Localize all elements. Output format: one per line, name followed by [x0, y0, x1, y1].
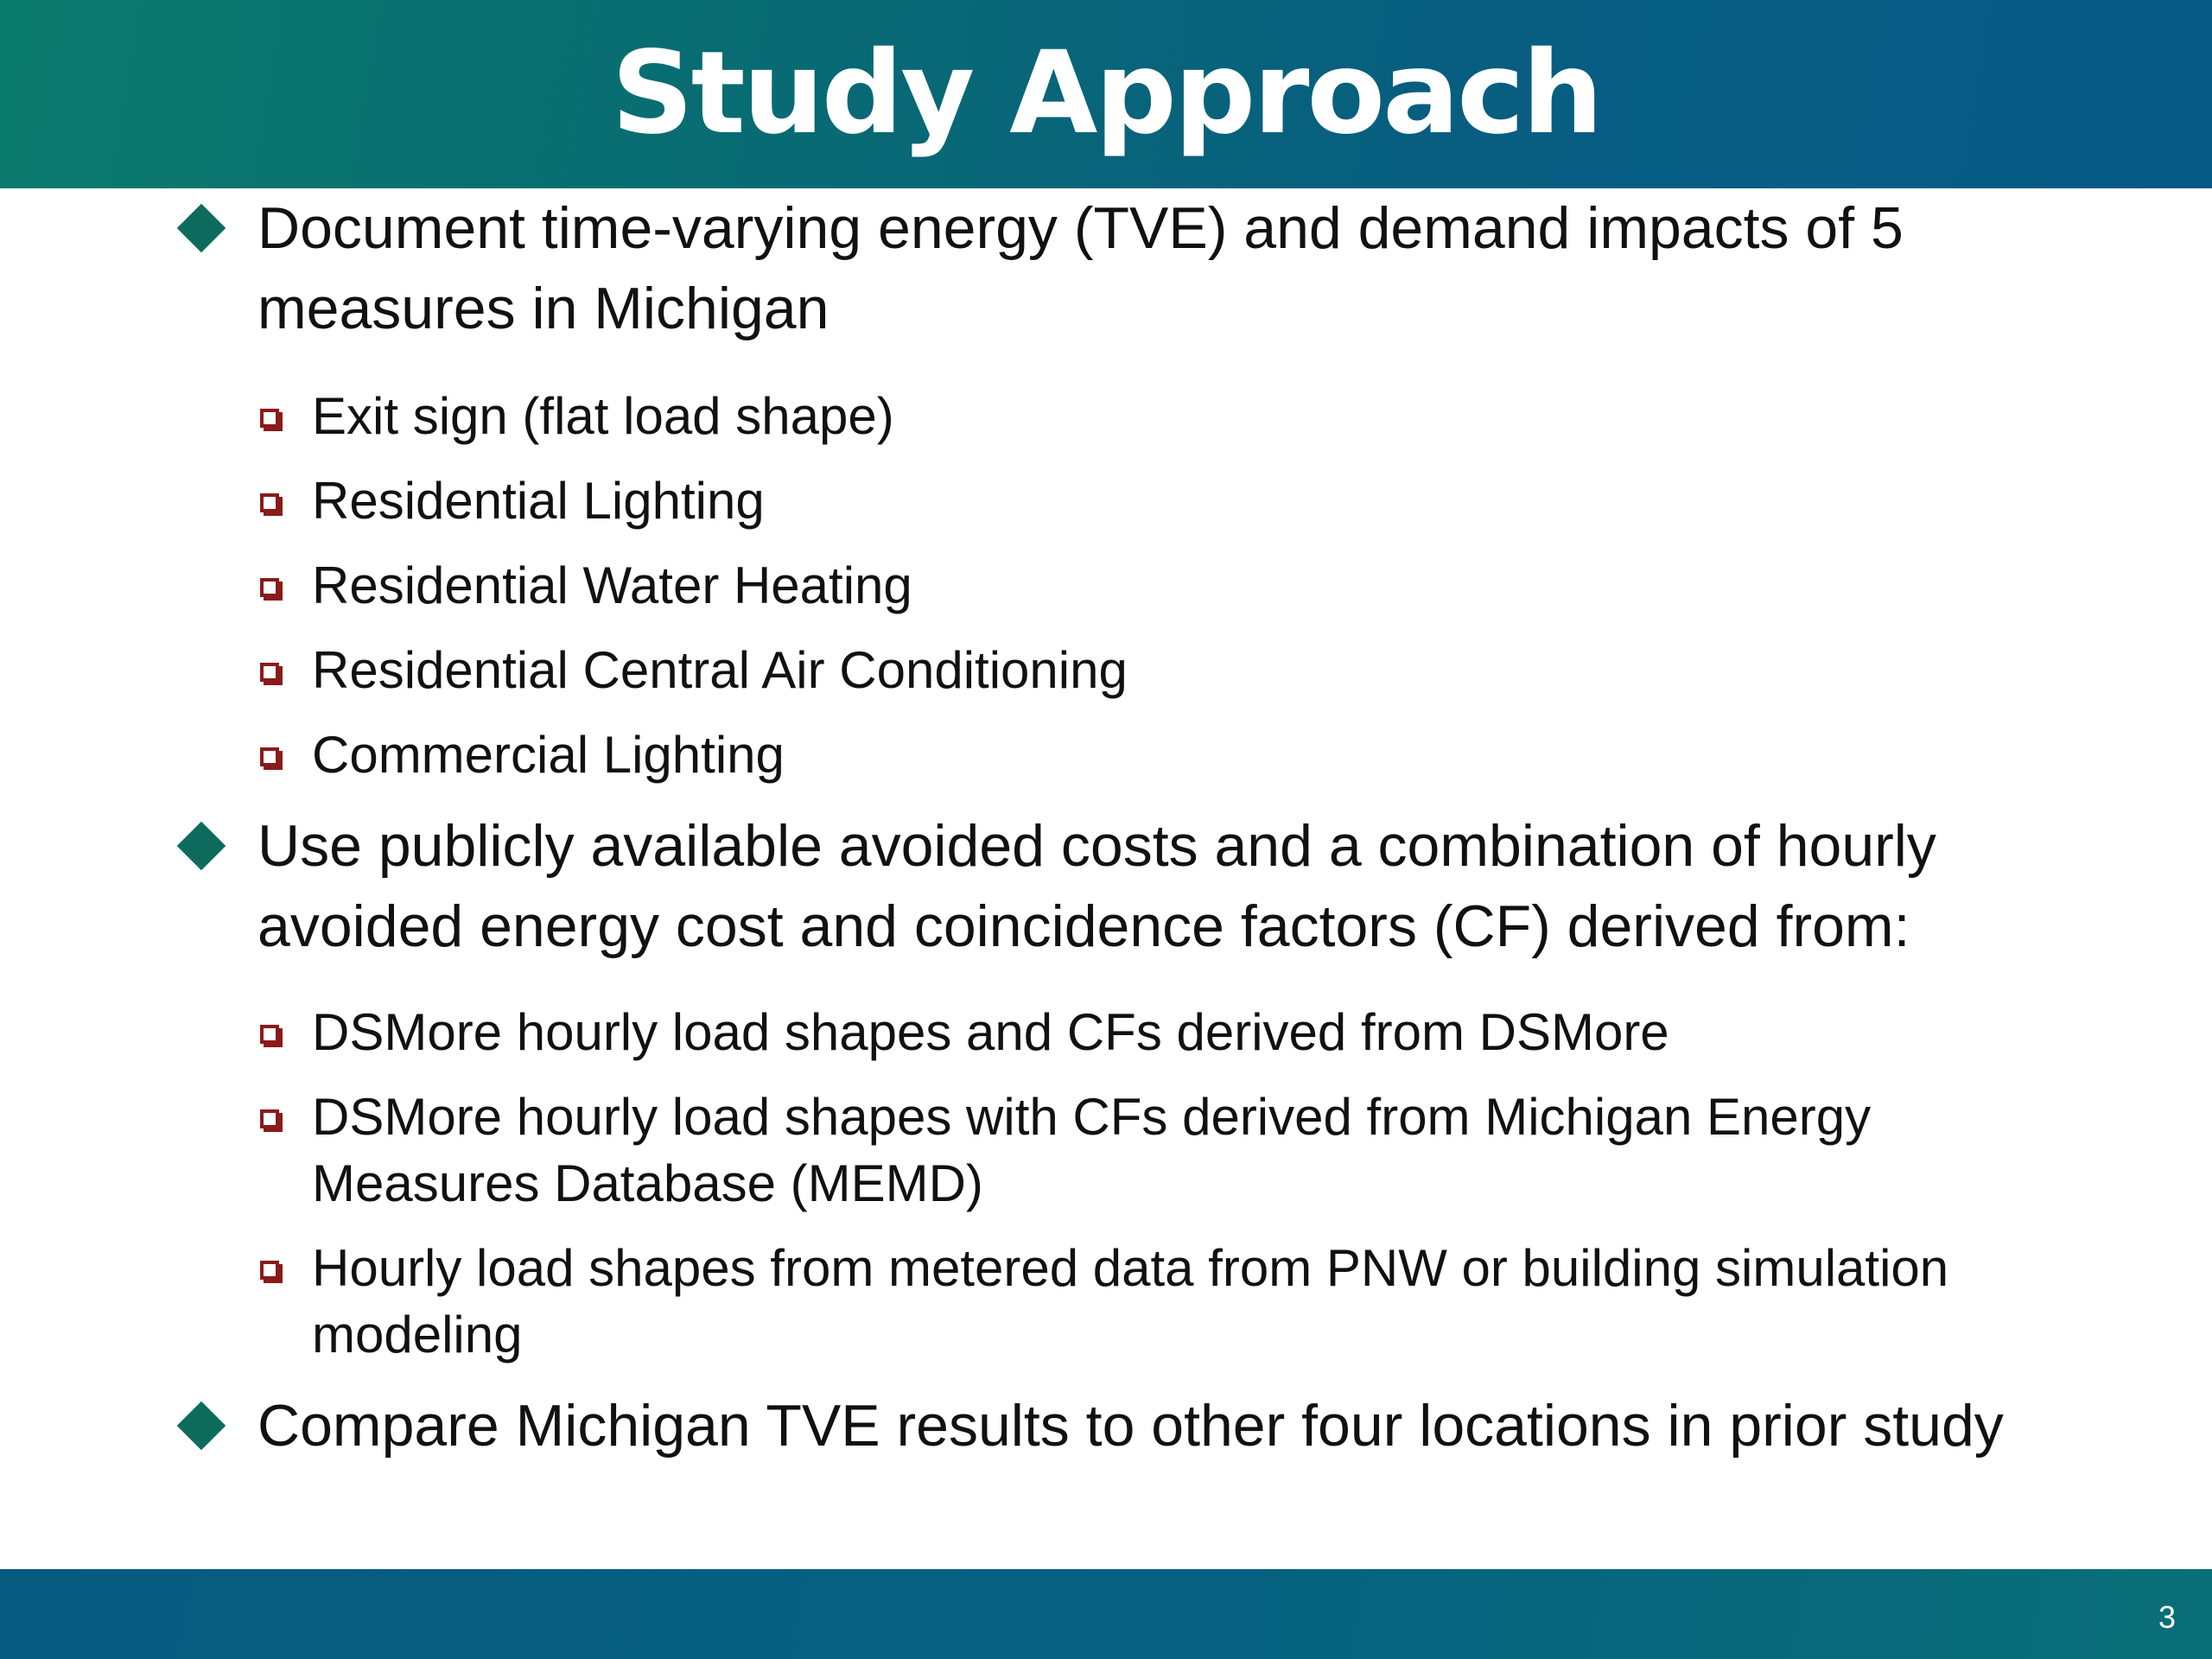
sub-bullet-text: Residential Water Heating	[312, 556, 912, 614]
sub-bullet-text: Residential Lighting	[312, 472, 765, 530]
sub-bullet-text: Residential Central Air Conditioning	[312, 641, 1128, 699]
page-number: 3	[2158, 1599, 2176, 1635]
square-bullet-icon	[260, 1261, 279, 1280]
bullet-text: Document time-varying energy (TVE) and demand impacts of 5 measures in Michigan	[257, 195, 1904, 341]
square-bullet-icon	[260, 747, 279, 766]
square-bullet-icon	[260, 409, 279, 428]
sub-bullet-text: Commercial Lighting	[312, 726, 785, 784]
sub-bullet-text: Hourly load shapes from metered data from PNW or building simulation modeling	[312, 1239, 1949, 1363]
square-bullet-icon	[260, 1109, 279, 1128]
sub-bullet-text: DSMore hourly load shapes and CFs derived from DSMore	[312, 1003, 1669, 1061]
sub-bullet-text: DSMore hourly load shapes with CFs derived from Michigan Energy Measures Database (MEMD)	[312, 1088, 1872, 1212]
footer-bar	[0, 1569, 2212, 1659]
diamond-bullet-icon	[177, 822, 226, 871]
diamond-bullet-icon	[177, 1402, 226, 1451]
square-bullet-icon	[260, 578, 279, 597]
sub-bullet-text: Exit sign (flat load shape)	[312, 387, 894, 445]
square-bullet-icon	[260, 493, 279, 512]
bullet-text: Use publicly available avoided costs and a combination of hourly avoided energy cost and coincidence factors (CF) derived from:	[257, 813, 1936, 959]
diamond-bullet-icon	[177, 204, 226, 253]
bullet-text: Compare Michigan TVE results to other four locations in prior study	[257, 1393, 2004, 1459]
square-bullet-icon	[260, 663, 279, 682]
slide-title: Study Approach	[611, 27, 1601, 160]
square-bullet-icon	[260, 1025, 279, 1044]
